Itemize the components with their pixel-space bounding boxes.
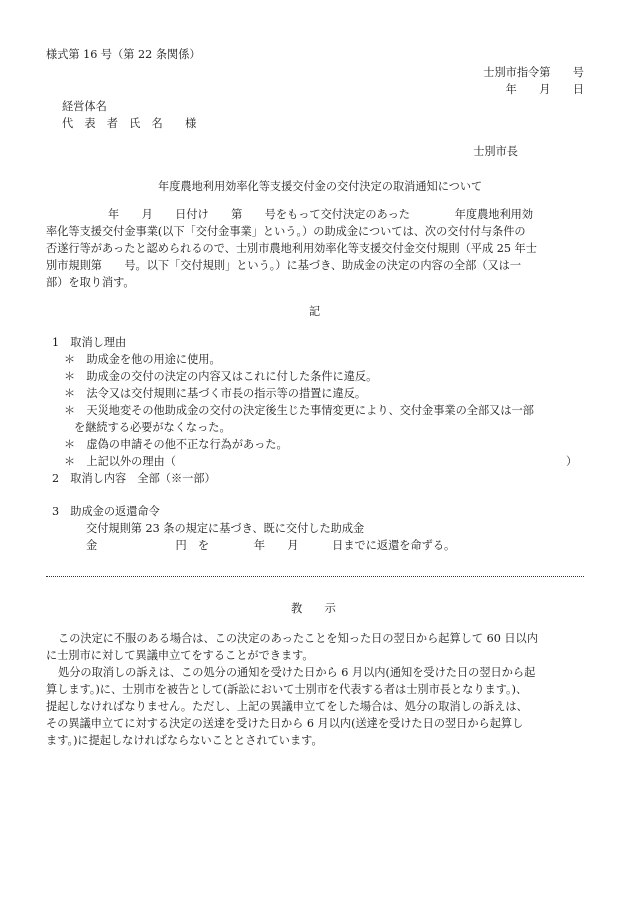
recipient-representative: 代 表 者 氏 名 様 — [62, 117, 197, 130]
issue-number: 士別市指令第 号 — [483, 66, 584, 79]
reason-item: ＊ 天災地変その他助成金の交付の決定後生じた事情変更により、交付金事業の全部又は一部 — [64, 404, 534, 417]
sender-mayor: 士別市長 — [473, 145, 518, 158]
notice-line: に士別市に対して異議申立てをすることができます。 — [46, 649, 314, 662]
reason-close-paren: ） — [566, 455, 578, 468]
notice-line: ます。)に提起しなければならないこととされています。 — [46, 734, 323, 747]
notice-line: 処分の取消しの訴えは、この処分の通知を受けた日から 6 月以内(通知を受けた日の翌日から起 — [58, 666, 536, 679]
notice-title: 教 示 — [291, 602, 336, 615]
ki-heading: 記 — [309, 305, 321, 318]
intro-line-4: 別市規則第 号。以下「交付規則」という。）に基づき、助成金の決定の内容の全部（又は一 — [46, 259, 522, 272]
reason-item: ＊ 上記以外の理由（ — [64, 455, 176, 468]
refund-order-line-1: 交付規則第 23 条の規定に基づき、既に交付した助成金 — [86, 522, 365, 535]
notice-line: その異議申立てに対する決定の送達を受けた日から 6 月以内(送達を受けた日の翌日から起算し — [46, 717, 524, 730]
notice-line: 算します。)に、士別市を被告として(訴訟において士別市を代表する者は士別市長となります。)、 — [46, 683, 528, 696]
reason-item: ＊ 助成金を他の用途に使用。 — [64, 353, 221, 366]
reason-item: ＊ 助成金の交付の決定の内容又はこれに付した条件に違反。 — [64, 370, 378, 383]
reason-item: ＊ 虚偽の申請その他不正な行為があった。 — [64, 438, 288, 451]
intro-line-2: 率化等支援交付金事業(以下「交付金事業」という。）の助成金については、次の交付付与条件の — [46, 225, 526, 238]
reason-item-continuation: を継続する必要がなくなった。 — [74, 421, 231, 434]
section-2-heading: 2 取消し内容 全部（※一部） — [52, 472, 216, 485]
notice-line: この決定に不服のある場合は、この決定のあったことを知った日の翌日から起算して 60 日以内 — [58, 632, 538, 645]
intro-line-3: 否遂行等があったと認められるので、士別市農地利用効率化等支援交付金交付規則（平成 25 年士 — [46, 242, 537, 255]
intro-line-5: 部）を取り消す。 — [46, 276, 135, 289]
document-title: 年度農地利用効率化等支援交付金の交付決定の取消通知について — [158, 180, 483, 193]
issue-date: 年 月 日 — [505, 83, 584, 96]
intro-line-1: 年 月 日付け 第 号をもって交付決定のあった 年度農地利用効 — [108, 208, 534, 221]
section-1-heading: 1 取消し理由 — [52, 336, 127, 349]
recipient-organization: 経営体名 — [62, 100, 107, 113]
refund-order-line-2: 金 円 を 年 月 日までに返還を命ずる。 — [86, 539, 456, 552]
section-3-heading: 3 助成金の返還命令 — [52, 505, 160, 518]
reason-item: ＊ 法令又は交付規則に基づく市長の指示等の措置に違反。 — [64, 387, 367, 400]
dotted-separator — [46, 576, 584, 577]
notice-line: 提起しなければなりません。ただし、上記の異議申立てをした場合は、処分の取消しの訴えは、 — [46, 700, 528, 713]
form-number: 様式第 16 号（第 22 条関係） — [46, 48, 201, 61]
